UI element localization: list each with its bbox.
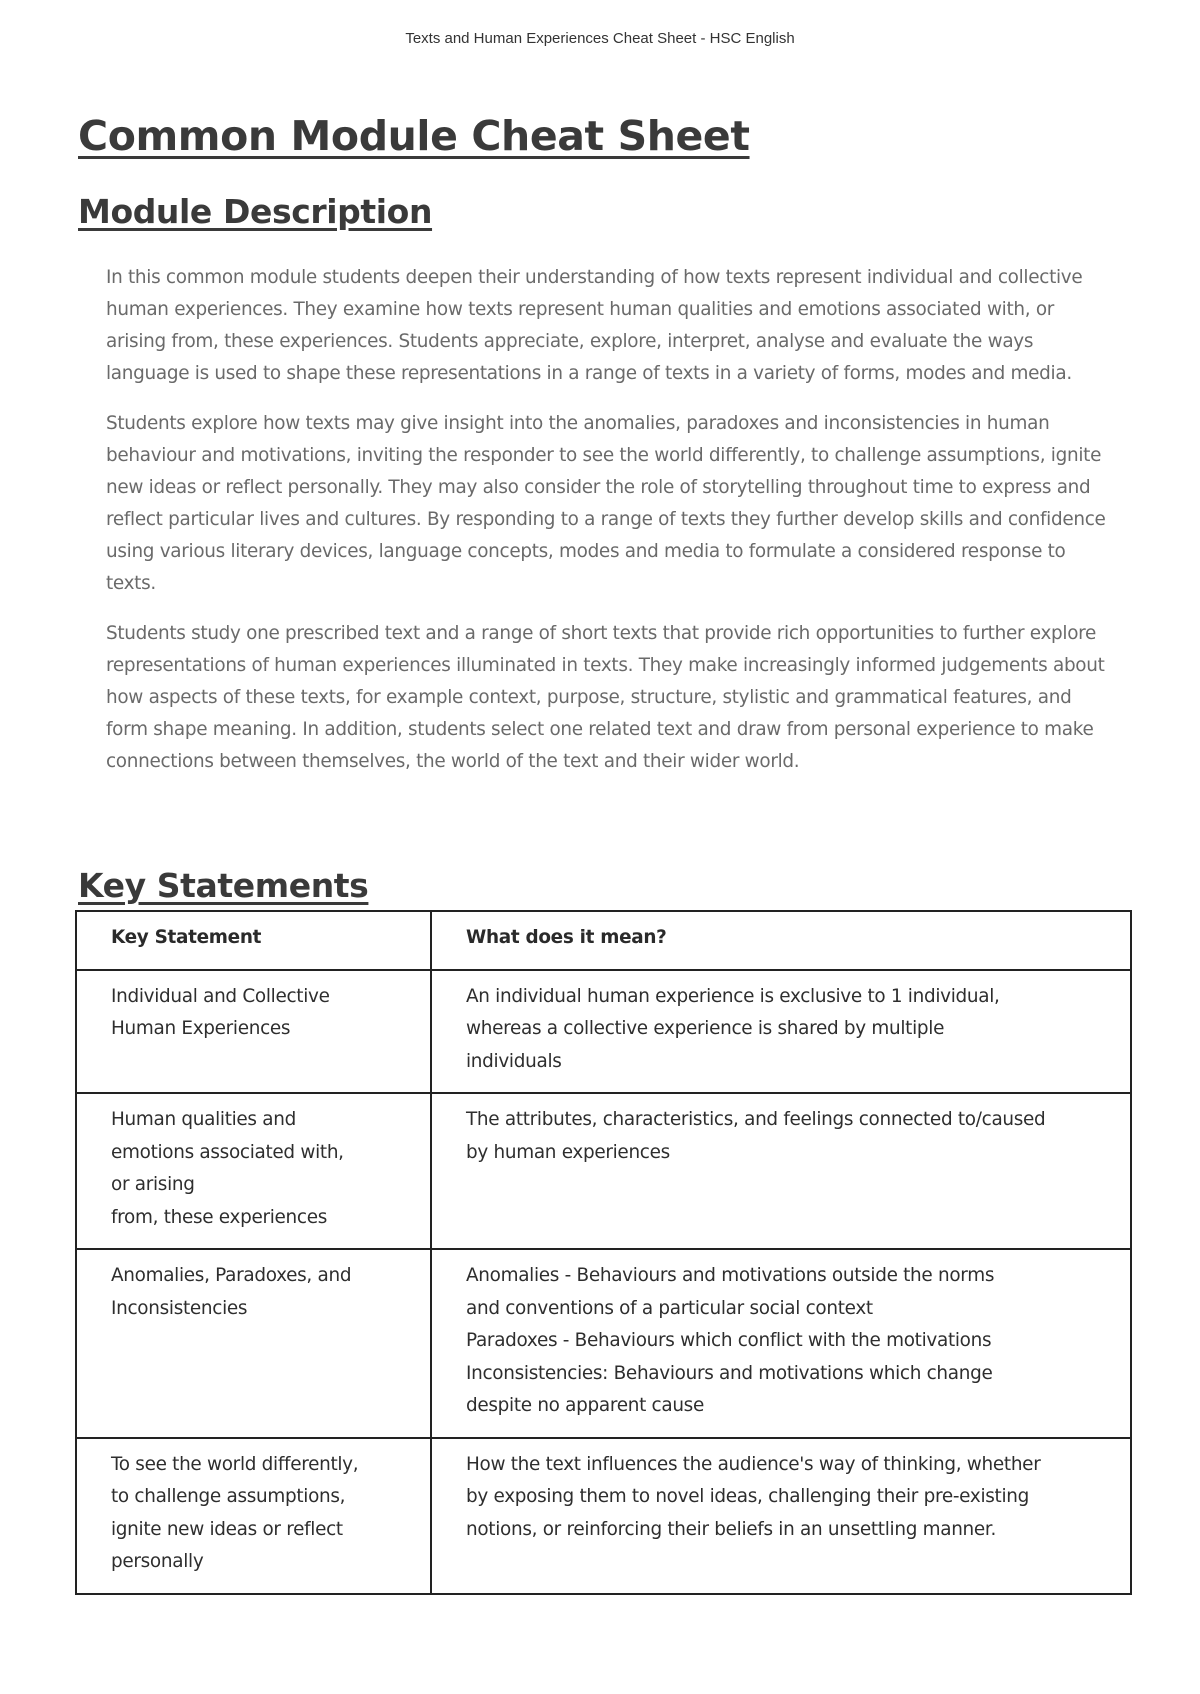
table-row [76, 1249, 1131, 1438]
cell-line: How the text influences the audience's way of thinking, whether [466, 1453, 1041, 1475]
key-statements-heading: Key Statements [78, 866, 369, 905]
cell-line: by human experiences [466, 1141, 670, 1163]
description-paragraph-2: Students explore how texts may give insight into the anomalies, paradoxes and inconsistencies in human behaviour and motivations, inviting the responder to see the world differently, to challenge assumptions, ignite new ideas or reflect personally. They may also consider the role of storytelling throughout time to express and reflect particular lives and cultures. By responding to a range of texts they further develop skills and confidence using various literary devices, language concepts, modes and media to formulate a considered response to texts. [106, 413, 1106, 594]
cell-line: or arising [111, 1174, 195, 1195]
key-statement-cell [76, 1249, 431, 1438]
key-statement-cell [76, 1093, 431, 1249]
module-description-heading: Module Description [78, 192, 433, 231]
key-statement-cell [76, 970, 431, 1094]
cell-line: by exposing them to novel ideas, challenging their pre-existing [466, 1486, 1030, 1507]
table-row [76, 970, 1131, 1094]
cell-line: Human Experiences [111, 1018, 291, 1039]
column-header-key-statement: Key Statement [76, 911, 431, 970]
key-statements-table [75, 910, 1132, 1595]
cell-line: and conventions of a particular social context [466, 1297, 873, 1319]
cell-line: Human qualities and [111, 1109, 296, 1130]
cell-line: despite no apparent cause [466, 1395, 704, 1416]
meaning-cell [431, 1093, 1131, 1249]
description-paragraph-3: Students study one prescribed text and a range of short texts that provide rich opportunities to further explore representations of human experiences illuminated in texts. They make increasingly informed judgements about how aspects of these texts, for example context, purpose, structure, stylistic and grammatical features, and form shape meaning. In addition, students select one related text and draw from personal experience to make connections between themselves, the world of the text and their wider world. [106, 623, 1105, 772]
description-paragraph-1: In this common module students deepen their understanding of how texts represent individual and collective human experiences. They examine how texts represent human qualities and emotions associated with, or arising from, these experiences. Students appreciate, explore, interpret, analyse and evaluate the ways language is used to shape these representations in a range of texts in a variety of forms, modes and media. [106, 267, 1083, 384]
table-row [76, 1438, 1131, 1594]
cell-line: Anomalies - Behaviours and motivations outside the norms [466, 1265, 995, 1286]
cell-line: emotions associated with, [111, 1141, 344, 1163]
module-description-body [106, 262, 1106, 796]
meaning-cell [431, 1249, 1131, 1438]
meaning-cell [431, 970, 1131, 1094]
cell-line: individuals [466, 1050, 562, 1072]
cell-line: Inconsistencies [111, 1297, 248, 1319]
cell-line: The attributes, characteristics, and feelings connected to/caused [466, 1109, 1046, 1130]
cell-line: An individual human experience is exclusive to 1 individual, [466, 985, 1000, 1007]
cell-line: Inconsistencies: Behaviours and motivations which change [466, 1362, 993, 1384]
running-header: Texts and Human Experiences Cheat Sheet - HSC English [405, 30, 795, 47]
cell-line: from, these experiences [111, 1206, 328, 1228]
table-row [76, 1093, 1131, 1249]
cell-line: whereas a collective experience is shared by multiple [466, 1018, 945, 1039]
table-header-row [76, 911, 1131, 970]
page-title: Common Module Cheat Sheet [78, 112, 750, 160]
cell-line: ignite new ideas or reflect [111, 1518, 343, 1540]
cell-line: personally [111, 1551, 204, 1572]
cell-line: Individual and Collective [111, 985, 330, 1007]
key-statement-cell [76, 1438, 431, 1594]
cell-line: Anomalies, Paradoxes, and [111, 1265, 352, 1286]
cell-line: to challenge assumptions, [111, 1486, 346, 1507]
cell-line: To see the world differently, [111, 1453, 359, 1475]
cell-line: Paradoxes - Behaviours which conflict with the motivations [466, 1330, 992, 1351]
column-header-meaning: What does it mean? [431, 911, 1131, 970]
cell-line: notions, or reinforcing their beliefs in an unsettling manner. [466, 1518, 997, 1540]
meaning-cell [431, 1438, 1131, 1594]
